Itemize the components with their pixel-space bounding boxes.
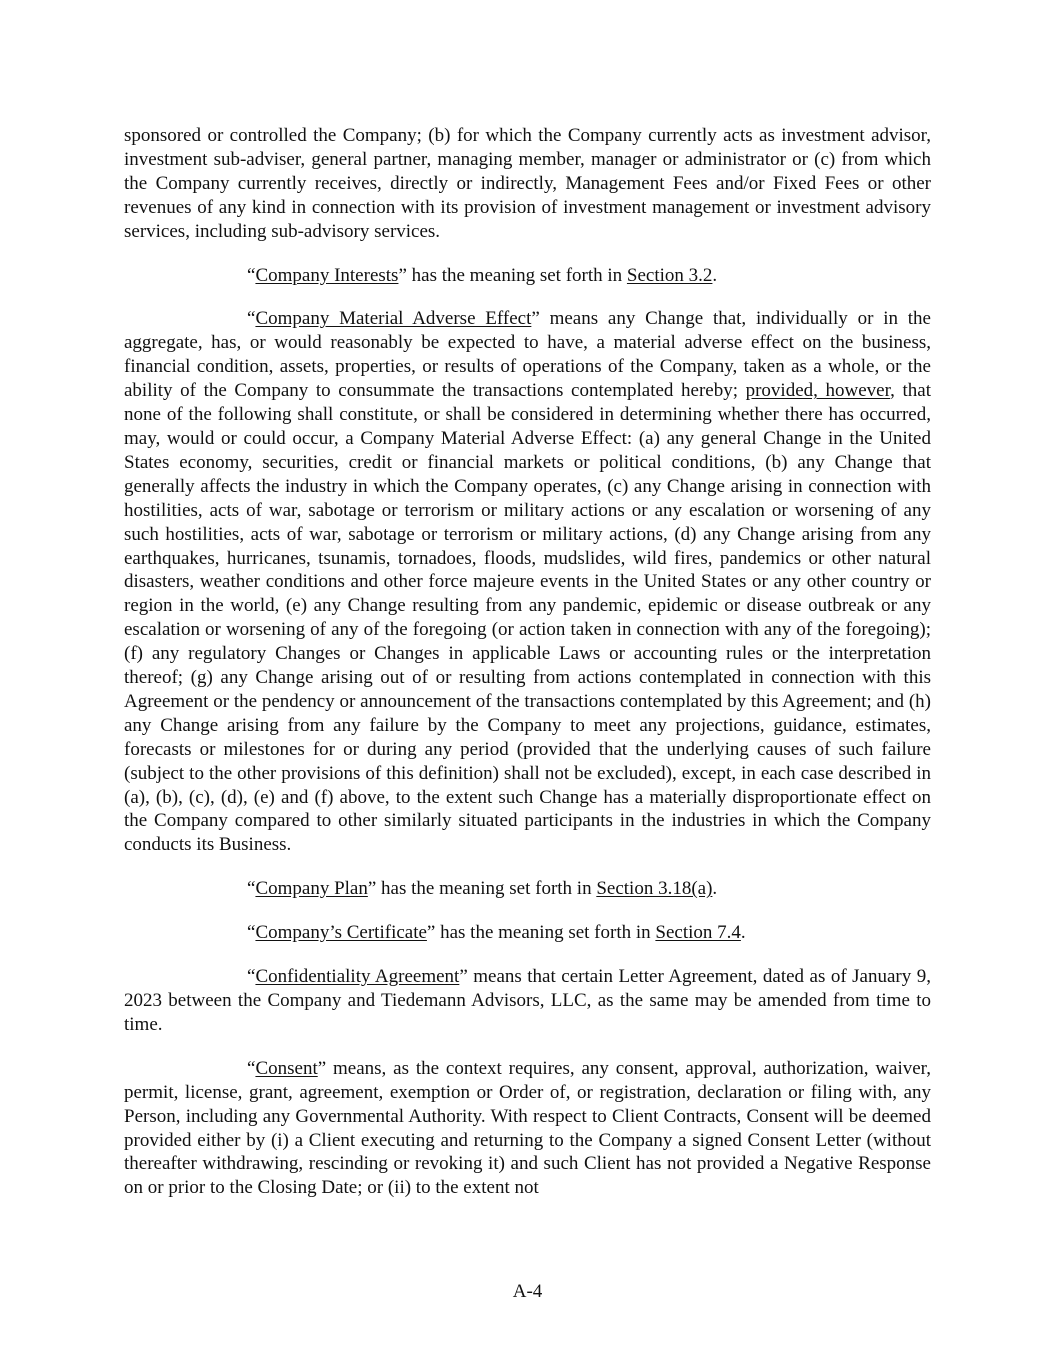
definition-end: .	[712, 878, 718, 900]
defined-term: Company’s Certificate	[255, 922, 427, 944]
proviso-term: provided, however	[745, 380, 891, 402]
defined-term: Confidentiality Agreement	[255, 966, 460, 988]
definition-text: ” has the meaning set forth in	[398, 264, 627, 286]
continuation-paragraph: sponsored or controlled the Company; (b) for which the Company currently acts as investment advisor, investment sub-adviser, general partner, managing member, manager or administrator or (c) from which the Company currently receives, directly or indirectly, Management Fees and/or Fixed Fees or other revenues of any kind in connection with its provision of investment management or investment advisory services, including sub-advisory services.	[124, 125, 931, 242]
open-quote: “	[247, 878, 256, 900]
document-page	[124, 124, 931, 1220]
definition-text: ” means, as the context requires, any consent, approval, authorization, waiver, permit, license, grant, agreement, exemption or Order of, or registration, declaration or filing with, any Person, including any Governmental Authority. With respect to Client Contracts, Consent will be deemed provided either by (i) a Client executing and returning to the Company a signed Consent Letter (without thereafter withdrawing, rescinding or revoking it) and such Client has not provided a Negative Response on or prior to the Closing Date; or (ii) to the extent not	[124, 1057, 931, 1199]
defined-term: Consent	[255, 1057, 318, 1079]
open-quote: “	[247, 922, 256, 944]
defined-term: Company Material Adverse Effect	[255, 308, 532, 330]
section-reference: Section 7.4	[655, 922, 741, 944]
definition-text: ” has the meaning set forth in	[426, 922, 656, 944]
definition-text-continued: , that none of the following shall constitute, or shall be considered in determining whether there has occurred, may, would or could occur, a Company Material Adverse Effect: (a) any general Change in the United States economy, securities, credit or financial markets or political conditions, (b) any Change that generally affects the industry in which the Company operates, (c) any Change arising in connection with hostilities, acts of war, sabotage or terrorism or military actions or any escalation or worsening of any such hostilities, acts of war, sabotage or terrorism or military actions, (d) any Change arising from any earthquakes, hurricanes, tsunamis, tornadoes, floods, mudslides, wild fires, pandemics or other natural disasters, weather conditions and other force majeure events in the United States or any other country or region in the world, (e) any Change resulting from any pandemic, epidemic or disease outbreak or any escalation or worsening of any of the foregoing (or action taken in connection with any of the foregoing); (f) any regulatory Changes or Changes in applicable Laws or accounting rules or the interpretation thereof; (g) any Change arising out of or resulting from actions contemplated in connection with this Agreement or the pendency or announcement of the transactions contemplated by this Agreement; and (h) any Change arising from any failure by the Company to meet any projections, guidance, estimates, forecasts or milestones for or during any period (provided that the underlying causes of such failure (subject to the other provisions of this definition) shall not be excluded), except, in each case described in (a), (b), (c), (d), (e) and (f) above, to the extent such Change has a materially disproportionate effect on the Company compared to other similarly situated participants in the industries in which the Company conducts its Business.	[124, 380, 931, 856]
definition-company-mae	[124, 307, 931, 857]
definition-end: .	[740, 922, 746, 944]
open-quote: “	[247, 264, 256, 286]
section-reference: Section 3.18(a)	[596, 878, 713, 900]
defined-term: Company Plan	[255, 878, 368, 900]
defined-term: Company Interests	[255, 264, 399, 286]
definition-confidentiality-agreement	[124, 965, 931, 1037]
section-reference: Section 3.2	[626, 264, 713, 286]
definition-end: .	[712, 264, 718, 286]
definition-company-interests	[124, 264, 931, 288]
definition-company-plan	[124, 877, 931, 901]
open-quote: “	[247, 966, 256, 988]
open-quote: “	[247, 308, 256, 330]
definition-text: ” means that certain Letter Agreement, dated as of January 9, 2023 between the Company and Tiedemann Advisors, LLC, as the same may be amended from time to time.	[124, 966, 931, 1035]
open-quote: “	[247, 1057, 256, 1079]
definition-consent	[124, 1057, 931, 1200]
page-number: A-4	[512, 1281, 543, 1302]
definition-text: ” means any Change that, individually or in the aggregate, has, or would reasonably be expected to have, a material adverse effect on the business, financial condition, assets, properties, or results of operations of the Company, taken as a whole, or the ability of the Company to consummate the transactions contemplated hereby;	[124, 308, 931, 402]
definition-text: ” has the meaning set forth in	[367, 878, 597, 900]
definition-company-certificate	[124, 921, 931, 945]
